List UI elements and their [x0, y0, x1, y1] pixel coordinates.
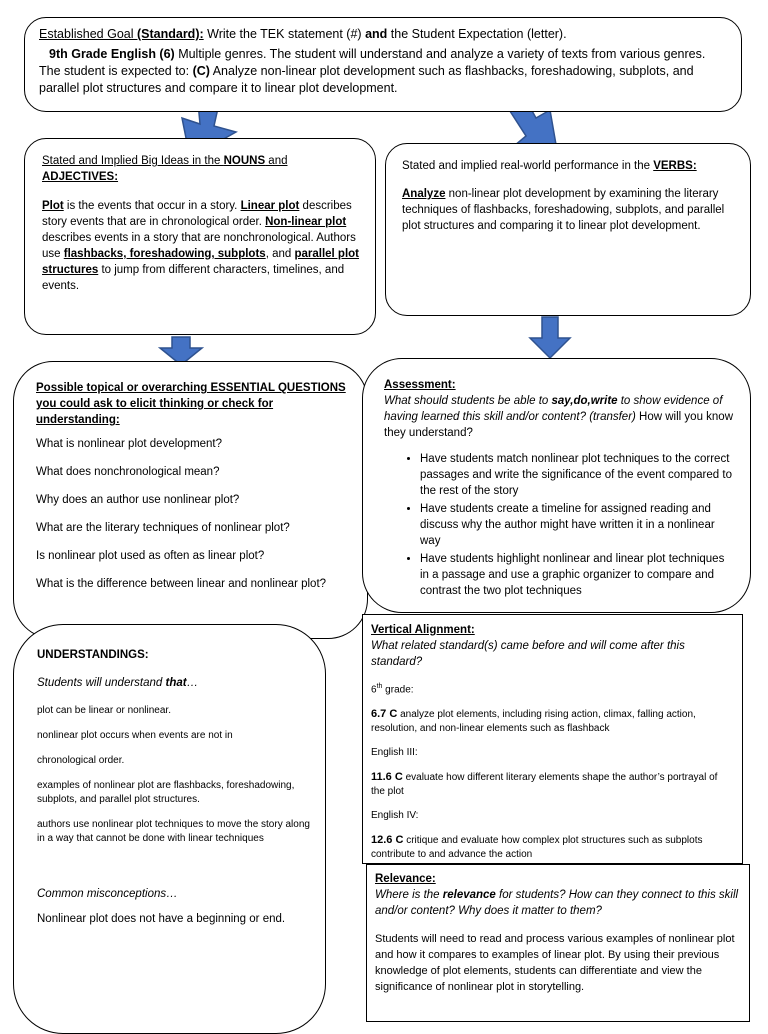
understandings-heading: UNDERSTANDINGS: — [37, 649, 149, 661]
understanding-item: nonlinear plot occurs when events are not in — [37, 730, 233, 741]
standard-11-6c: 11.6 C evaluate how different literary elements shape the author’s portrayal of the plot — [371, 771, 718, 798]
relevance-text: Students will need to read and process various examples of nonlinear plot and how it compares to examples of linear plot. By using their previous knowledge of plot elements, students can differentiate and view the significance of nonlinear plot in storytelling. — [375, 933, 735, 993]
nouns-body: Plot is the events that occur in a story. Linear plot describes story events that are in chronological order. Non-linear plot describes events in a story that are nonchronological. Authors use flashbacks, foreshadowing, subplots, and parallel plot structures to jump from different characters, timelines, and events. — [42, 200, 360, 292]
assessment-heading: Assessment: — [384, 379, 456, 391]
assessment-item: • Have students highlight nonlinear and linear plot techniques in a passage and use a graphic organizer to compare and contrast the two plot techniques — [420, 551, 736, 599]
vertical-alignment-box — [362, 614, 743, 864]
goal-statement: 9th Grade English (6) Multiple genres. The student will understand and analyze a variety of texts from various genres. The student is expected to: (C) Analyze non-linear plot development such as flashbacks, foreshadowing, subplots, and parallel plot structures and compare it to linear plot development. — [39, 47, 706, 95]
understanding-item: examples of nonlinear plot are flashbacks, foreshadowing, subplots, and parallel plot structures. — [37, 780, 295, 805]
grade-6-label: 6th grade: — [371, 683, 414, 696]
goal-instruction: Established Goal (Standard): Write the TEK statement (#) and the Student Expectation (letter). — [39, 27, 567, 41]
goal-standard-label: (Standard): — [136, 27, 204, 41]
question-item: Why does an author use nonlinear plot? — [36, 494, 240, 506]
english-iv-label: English IV: — [371, 810, 419, 822]
standard-6-7c: 6.7 C analyze plot elements, including rising action, climax, falling action, resolution, and non-linear elements such as flashback — [371, 708, 696, 735]
verbs-heading: Stated and implied real-world performance in the VERBS: — [402, 160, 697, 172]
essential-questions-box — [13, 361, 368, 639]
assessment-box — [362, 358, 751, 613]
assessment-item: • Have students create a timeline for assigned reading and discuss why the author might have written it in a nonlinear way — [420, 501, 736, 549]
nouns-heading: Stated and Implied Big Ideas in the NOUNS and ADJECTIVES: — [42, 155, 288, 183]
understanding-item: chronological order. — [37, 755, 125, 766]
established-goal-box — [24, 17, 742, 112]
english-iii-label: English III: — [371, 747, 418, 759]
misconception-text: Nonlinear plot does not have a beginning or end. — [37, 913, 286, 925]
question-item: What are the literary techniques of nonlinear plot? — [36, 522, 290, 534]
misconceptions-heading: Common misconceptions… — [37, 888, 178, 900]
understanding-item: authors use nonlinear plot techniques to move the story along in a way that cannot be done with linear techniques — [37, 819, 310, 844]
assessment-list — [384, 451, 736, 599]
understandings-subheading: Students will understand that… — [37, 677, 199, 689]
essential-questions-list — [36, 436, 355, 592]
assessment-question: What should students be able to say,do,write to show evidence of having learned this skill and/or content? (transfer) How will you know they understand? — [384, 395, 734, 439]
question-item: Is nonlinear plot used as often as linear plot? — [36, 550, 265, 562]
verbs-body: Analyze non-linear plot development by examining the literary techniques of flashbacks, foreshadowing, subplots, and parallel plot structures and comparing it to linear plot development. — [402, 188, 725, 232]
verbs-box — [385, 143, 751, 316]
assessment-item: • Have students match nonlinear plot techniques to the correct passages and write the significance of the event compared to the rest of the story — [420, 451, 736, 499]
relevance-question: Where is the relevance for students? How can they connect to this skill and/or content? Why does it matter to them? — [375, 889, 739, 917]
question-item: What is the difference between linear and nonlinear plot? — [36, 578, 327, 590]
understandings-box — [13, 624, 326, 1034]
vertical-alignment-heading: Vertical Alignment: — [371, 624, 475, 636]
relevance-heading: Relevance: — [375, 873, 436, 885]
arrow-down-icon — [528, 316, 572, 360]
goal-label: Established Goal — [39, 27, 137, 41]
understanding-item: plot can be linear or nonlinear. — [37, 705, 171, 716]
relevance-box — [366, 864, 750, 1022]
essential-questions-heading: Possible topical or overarching ESSENTIAL QUESTIONS you could ask to elicit thinking or check for understanding: — [36, 382, 346, 426]
standard-12-6c: 12.6 C critique and evaluate how complex plot structures such as subplots contribute to and advance the action — [371, 834, 703, 861]
question-item: What is nonlinear plot development? — [36, 438, 223, 450]
question-item: What does nonchronological mean? — [36, 466, 220, 478]
nouns-adjectives-box — [24, 138, 376, 335]
vertical-alignment-question: What related standard(s) came before and will come after this standard? — [371, 640, 685, 668]
